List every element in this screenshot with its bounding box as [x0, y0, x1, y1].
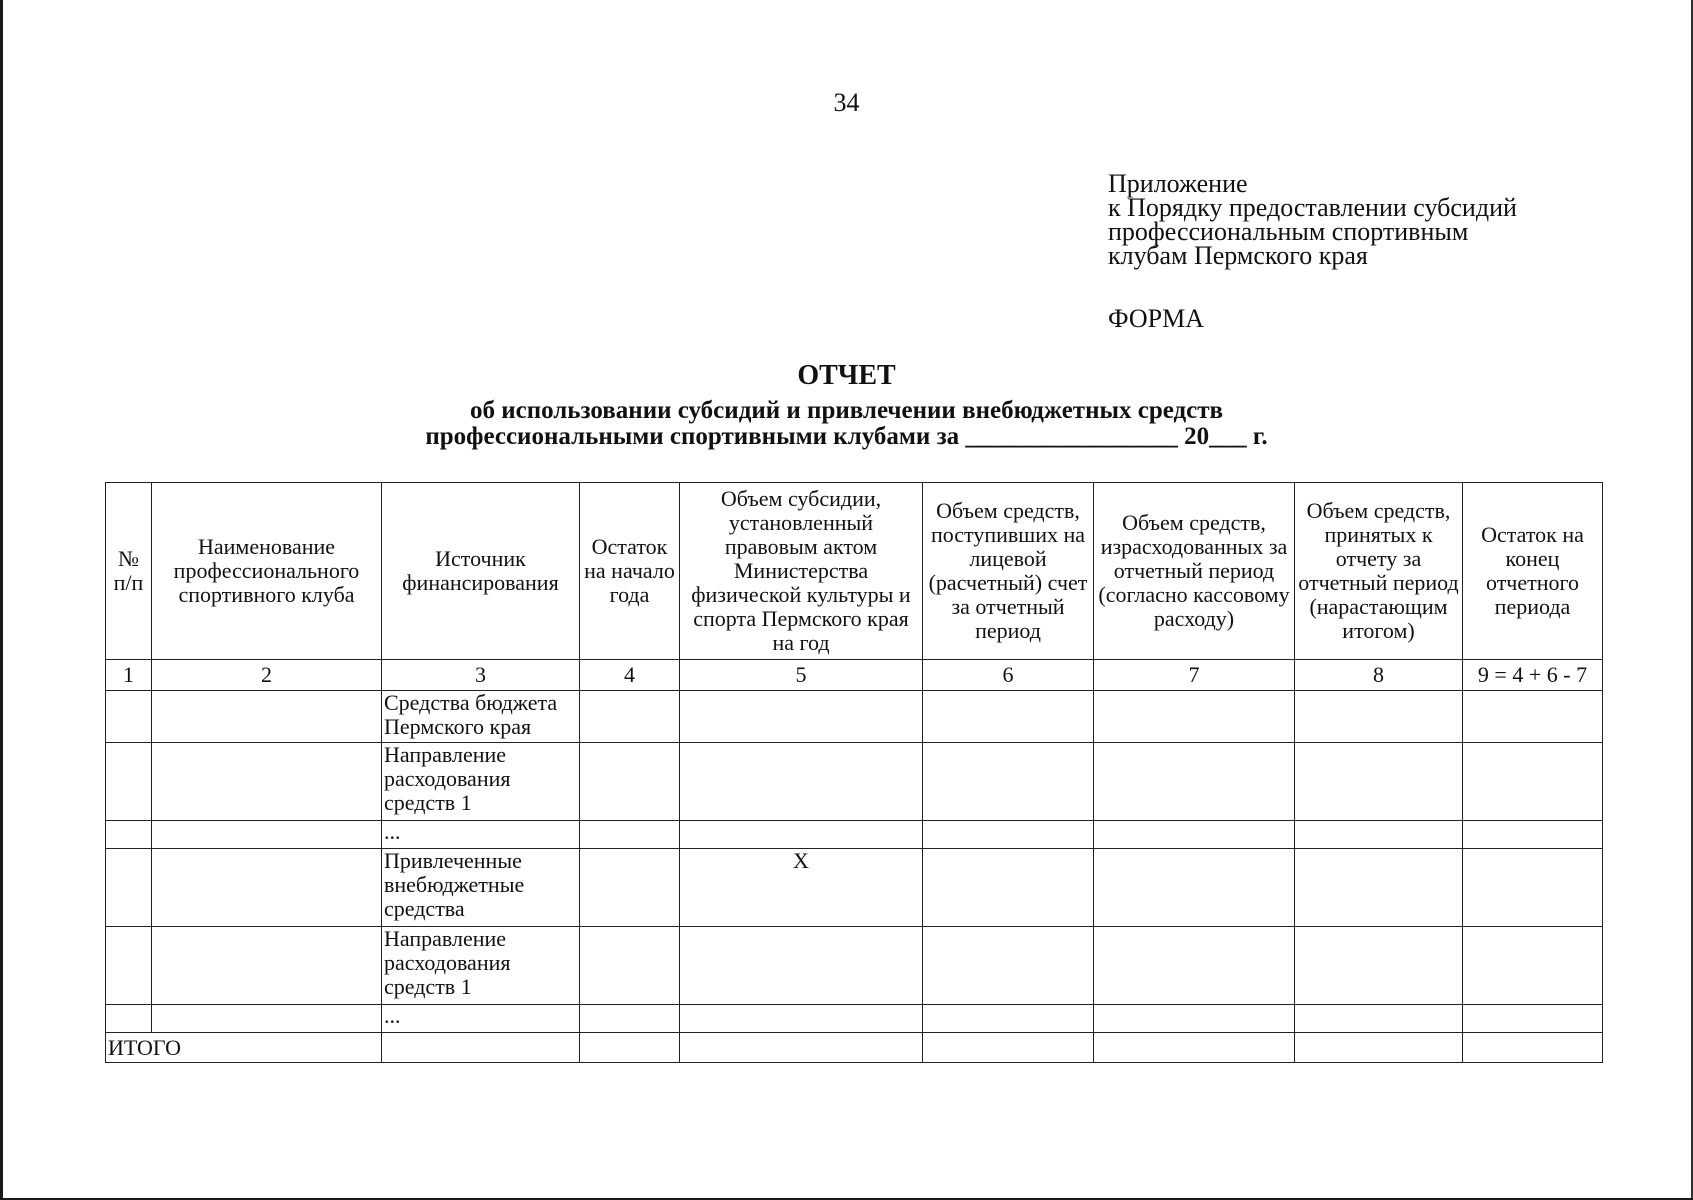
appendix-block — [1108, 169, 1517, 270]
header-cell: Объем субсидии, установленный правовым актом Министерства физической культуры и спорта Пермского края на год — [680, 483, 923, 660]
table-cell — [1094, 849, 1295, 927]
table-cell — [580, 743, 680, 821]
table-cell — [152, 691, 382, 743]
table-cell — [1295, 691, 1463, 743]
table-cell — [1463, 927, 1603, 1005]
appendix-line: профессиональным спортивным — [1108, 217, 1469, 246]
table-cell — [1094, 1033, 1295, 1063]
column-number-cell: 6 — [923, 660, 1094, 691]
table-cell — [580, 849, 680, 927]
table-row — [106, 849, 1603, 927]
subsidy-cell — [680, 1005, 923, 1033]
header-cell: Объем средств, принятых к отчету за отчетный период (нарастающим итогом) — [1295, 483, 1463, 660]
table-cell — [106, 849, 152, 927]
table-cell — [923, 1005, 1094, 1033]
column-number-cell: 2 — [152, 660, 382, 691]
table-cell — [1463, 821, 1603, 849]
appendix-line: Приложение — [1108, 169, 1248, 198]
subtitle-line-2: профессиональными спортивными клубами за _________________ 20___ г. — [425, 423, 1268, 450]
report-subtitle — [0, 398, 1693, 450]
table-cell — [1295, 927, 1463, 1005]
table-cell — [580, 1033, 680, 1063]
page-number: 34 — [833, 88, 860, 117]
header-cell: Наименование профессионального спортивного клуба — [152, 483, 382, 660]
table-cell — [1463, 1033, 1603, 1063]
table-cell — [580, 1005, 680, 1033]
column-number-cell: 4 — [580, 660, 680, 691]
table-cell — [923, 821, 1094, 849]
table-cell — [106, 927, 152, 1005]
subsidy-cell — [680, 821, 923, 849]
table-cell — [1295, 849, 1463, 927]
table-cell — [106, 743, 152, 821]
table-cell — [1094, 691, 1295, 743]
table-cell — [152, 927, 382, 1005]
subsidy-cell — [680, 927, 923, 1005]
table-cell — [1463, 691, 1603, 743]
table-row — [106, 1005, 1603, 1033]
column-number-cell: 8 — [1295, 660, 1463, 691]
source-cell: Средства бюджета Пермского края — [382, 691, 580, 743]
table-cell — [1463, 1005, 1603, 1033]
table-cell — [1295, 1033, 1463, 1063]
table-cell — [580, 927, 680, 1005]
table-row — [106, 821, 1603, 849]
table-cell — [923, 691, 1094, 743]
table-cell — [106, 821, 152, 849]
table-cell — [152, 743, 382, 821]
total-row — [106, 1033, 1603, 1063]
table-cell — [923, 1033, 1094, 1063]
table-cell — [106, 691, 152, 743]
table-cell — [1295, 743, 1463, 821]
table-cell — [580, 821, 680, 849]
header-cell: Остаток на конец отчетного периода — [1463, 483, 1603, 660]
header-cell: Объем средств, израсходованных за отчетный период (согласно кассовому расходу) — [1094, 483, 1295, 660]
form-label: ФОРМА — [1108, 304, 1204, 333]
header-cell: № п/п — [106, 483, 152, 660]
table-cell — [382, 1033, 580, 1063]
table-cell — [1463, 743, 1603, 821]
table-cell — [1094, 743, 1295, 821]
table-cell — [1295, 1005, 1463, 1033]
header-cell: Остаток на начало года — [580, 483, 680, 660]
header-cell: Источник финансирования — [382, 483, 580, 660]
subtitle-line-1: об использовании субсидий и привлечении внебюджетных средств — [469, 397, 1224, 424]
header-cell: Объем средств, поступивших на лицевой (расчетный) счет за отчетный период — [923, 483, 1094, 660]
table-cell — [1463, 849, 1603, 927]
scan-edge-left — [0, 0, 3, 1200]
total-label: ИТОГО — [106, 1033, 382, 1063]
report-table — [105, 482, 1603, 1063]
table-cell — [1295, 821, 1463, 849]
table-cell — [580, 691, 680, 743]
report-title: ОТЧЕТ — [797, 360, 896, 391]
table-row — [106, 691, 1603, 743]
column-number-cell: 9 = 4 + 6 - 7 — [1463, 660, 1603, 691]
table-header-row — [106, 483, 1603, 660]
source-cell: Направление расходования средств 1 — [382, 927, 580, 1005]
source-cell: ... — [382, 821, 580, 849]
table-cell — [106, 1005, 152, 1033]
column-number-cell: 3 — [382, 660, 580, 691]
table-cell — [923, 849, 1094, 927]
table-cell — [1094, 1005, 1295, 1033]
table-cell — [923, 743, 1094, 821]
table-row — [106, 743, 1603, 821]
table-cell — [923, 927, 1094, 1005]
appendix-line: клубам Пермского края — [1108, 241, 1368, 270]
source-cell: Привлеченные внебюджетные средства — [382, 849, 580, 927]
column-number-cell: 5 — [680, 660, 923, 691]
table-cell — [1094, 927, 1295, 1005]
source-cell: ... — [382, 1005, 580, 1033]
column-number-cell: 7 — [1094, 660, 1295, 691]
table-cell — [1094, 821, 1295, 849]
column-number-cell: 1 — [106, 660, 152, 691]
table-cell — [152, 1005, 382, 1033]
table-cell — [680, 1033, 923, 1063]
column-number-row — [106, 660, 1603, 691]
table-cell — [152, 821, 382, 849]
subsidy-cell — [680, 691, 923, 743]
table-cell — [152, 849, 382, 927]
table-row — [106, 927, 1603, 1005]
subsidy-cell — [680, 743, 923, 821]
subsidy-cell: X — [680, 849, 923, 927]
source-cell: Направление расходования средств 1 — [382, 743, 580, 821]
appendix-line: к Порядку предоставлении субсидий — [1108, 193, 1517, 222]
